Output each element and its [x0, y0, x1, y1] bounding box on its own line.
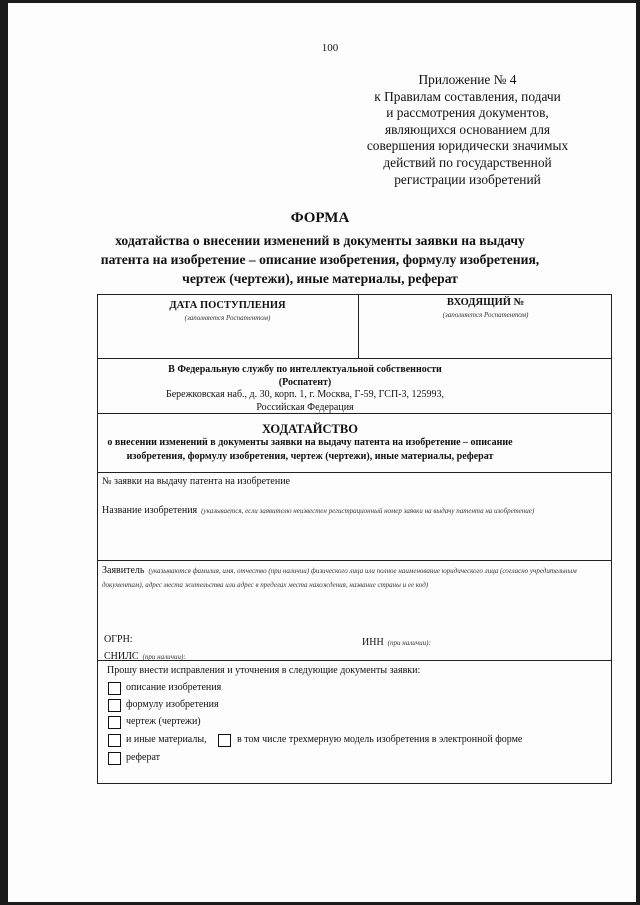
form-subtitle: [70, 231, 570, 288]
checkbox-other-materials-label: и иные материалы,: [126, 734, 207, 745]
row-divider: [97, 472, 612, 473]
inn-hint: (при наличии):: [387, 639, 431, 647]
checkbox-drawings-label: чертеж (чертежи): [126, 716, 201, 727]
applicant-field[interactable]: [102, 563, 607, 591]
scan-border-right: [636, 0, 640, 905]
header-divider: [358, 294, 359, 358]
snils-field[interactable]: [104, 646, 186, 664]
row-divider: [97, 358, 612, 359]
inn-field[interactable]: [362, 632, 431, 650]
form-subtitle-line: патента на изобретение – описание изобретения, формулу изобретения,: [100, 252, 540, 267]
addressee-line: (Роспатент): [278, 376, 332, 388]
appendix-line: к Правилам составления, подачи: [374, 88, 561, 104]
checkbox-abstract[interactable]: [108, 752, 121, 765]
checkbox-drawings[interactable]: [108, 716, 121, 729]
petition-subtitle-line: изобретения, формулу изобретения, чертеж (чертежи), иные материалы, реферат: [126, 451, 494, 462]
receipt-date-note: (заполняется Роспатентом): [184, 314, 271, 322]
checkbox-3d-model-label: в том числе трехмерную модель изобретения в электронной форме: [237, 734, 523, 745]
snils-label: СНИЛС: [104, 651, 139, 662]
ogrn-label: ОГРН:: [104, 634, 133, 645]
page-number: 100: [321, 42, 339, 54]
appendix-line: Приложение № 4: [418, 72, 517, 87]
application-number-label: № заявки на выдачу патента на изобретение: [102, 476, 290, 487]
incoming-number-label: ВХОДЯЩИЙ №: [446, 297, 525, 308]
addressee-line: Российская Федерация: [256, 401, 354, 413]
invention-name-label: Название изобретения: [102, 505, 198, 516]
snils-hint: (при наличии):: [142, 653, 186, 661]
appendix-line: регистрации изобретений: [394, 171, 541, 187]
applicant-label: Заявитель: [102, 565, 145, 576]
scan-border-left: [0, 0, 8, 905]
row-divider: [97, 560, 612, 561]
appendix-line: являющихся основанием для: [384, 121, 551, 137]
checkbox-3d-model[interactable]: [218, 734, 231, 747]
petition-subtitle: [100, 436, 520, 464]
addressee-line: В Федеральную службу по интеллектуальной собственности: [168, 364, 442, 375]
scan-border-top: [0, 0, 640, 3]
inn-label: ИНН: [362, 637, 384, 648]
incoming-number-note: (заполняется Роспатентом): [442, 311, 529, 319]
invention-name-hint: (указывается, если заявителю неизвестен регистрационный номер заявки на выдачу патента на изобретение): [201, 507, 535, 515]
checkbox-abstract-label: реферат: [126, 752, 161, 763]
petition-subtitle-line: о внесении изменений в документы заявки на выдачу патента на изобретение – описание: [107, 437, 513, 448]
appendix-line: и рассмотрения документов,: [386, 105, 549, 121]
request-intro: Прошу внести исправления и уточнения в следующие документы заявки:: [107, 665, 421, 676]
receipt-date-label: ДАТА ПОСТУПЛЕНИЯ: [169, 300, 286, 311]
form-subtitle-line: чертеж (чертежи), иные материалы, реферат: [182, 271, 458, 286]
form-subtitle-line: ходатайства о внесении изменений в документы заявки на выдачу: [115, 233, 525, 248]
invention-name-field[interactable]: [102, 500, 607, 518]
applicant-hint: (указываются фамилия, имя, отчество (при наличии) физического лица или полное наименование юридического лица (согласно учредительным документам), адрес места жительства или адрес в пределах места нахождения, название страны и ее код): [102, 567, 577, 589]
appendix-line: совершения юридически значимых: [366, 138, 569, 154]
checkbox-description-label: описание изобретения: [126, 682, 222, 693]
addressee-block: [100, 364, 510, 414]
checkbox-claims[interactable]: [108, 699, 121, 712]
checkbox-claims-label: формулу изобретения: [126, 699, 219, 710]
addressee-line: Бережковская наб., д. 30, корп. 1, г. Москва, Г-59, ГСП-3, 125993,: [165, 389, 445, 400]
appendix-line: действий по государственной: [383, 154, 552, 170]
checkbox-other-materials[interactable]: [108, 734, 121, 747]
form-title: ФОРМА: [290, 210, 350, 226]
appendix-block: [330, 72, 605, 188]
checkbox-description[interactable]: [108, 682, 121, 695]
petition-title: ХОДАТАЙСТВО: [262, 422, 358, 436]
